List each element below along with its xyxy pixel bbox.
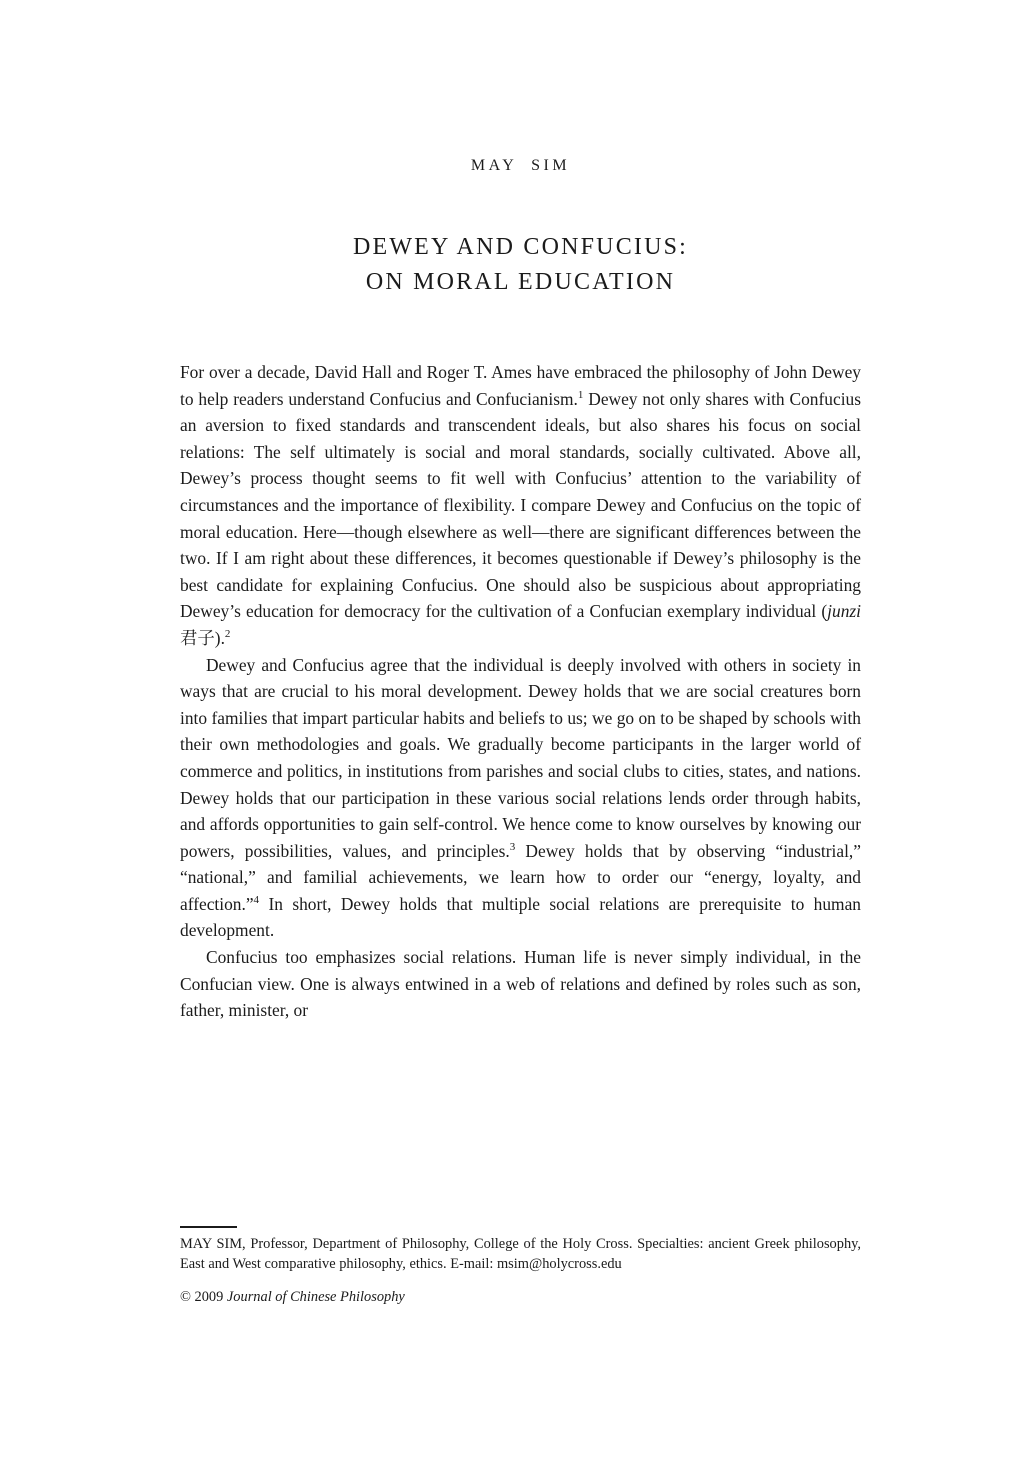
paper-title-line2: ON MORAL EDUCATION (365, 269, 676, 295)
body-paragraph: Confucius too emphasizes social relations. Human life is never simply individual, in the Confucian view. One is always entwined in a web of relations and defined by roles such as son, father, minister, or (180, 947, 861, 1021)
footnote-rule (180, 1226, 237, 1228)
copyright-line: © 2009 Journal of Chinese Philosophy (180, 1288, 405, 1305)
article-body (180, 359, 861, 1024)
body-paragraph: Dewey and Confucius agree that the individual is deeply involved with others in society in ways that are crucial to his moral development. Dewey holds that we are social creatures born into families that impart particular habits and beliefs to us; we go on to be shaped by schools with their own methodologies and goals. We gradually become participants in the larger world of commerce and politics, in institutions from parishes and social clubs to cities, states, and nations. Dewey holds that our participation in these various social relations lends order through habits, and affords opportunities to gain self-control. We hence come to know ourselves by knowing our powers, possibilities, values, and principles.$^3$ Dewey holds that by observing “industrial,” “national,” and familial achievements, we learn how to order our “energy, loyalty, and affection.”$^4$ In short, Dewey holds that multiple social relations are prerequisite to human development. (180, 654, 861, 941)
paper-title (180, 230, 861, 300)
footnote-block (180, 1226, 861, 1307)
author-header: MAY SIM (470, 157, 571, 174)
author-affiliation: MAY SIM, Professor, Department of Philosophy, College of the Holy Cross. Specialties: ancient Greek philosophy, East and West comparative philosophy, ethics. E-mail: msim@holycross.edu (180, 1236, 861, 1272)
body-paragraph: For over a decade, David Hall and Roger T. Ames have embraced the philosophy of John Dewey to help readers understand Confucius and Confucianism.$^1$ Dewey not only shares with Confucius an aversion to fixed standards and transcendent ideals, but also shares his focus on social relations: The self ultimately is social and moral standards, socially cultivated. Above all, Dewey’s process thought seems to fit well with Confucius’ attention to the variability of circumstances and the importance of flexibility. I compare Dewey and Confucius on the topic of moral education. Here—though elsewhere as well—there are significant differences between the two. If I am right about these differences, it becomes questionable if Dewey’s philosophy is the best candidate for explaining Confucius. One should also be suspicious about appropriating Dewey’s education for democracy for the cultivation of a Confucian exemplary individual (junzi 君子).$^2$ (180, 362, 861, 648)
page-content (180, 0, 861, 1024)
paper-title-line1: DEWEY AND CONFUCIUS: (352, 234, 689, 260)
